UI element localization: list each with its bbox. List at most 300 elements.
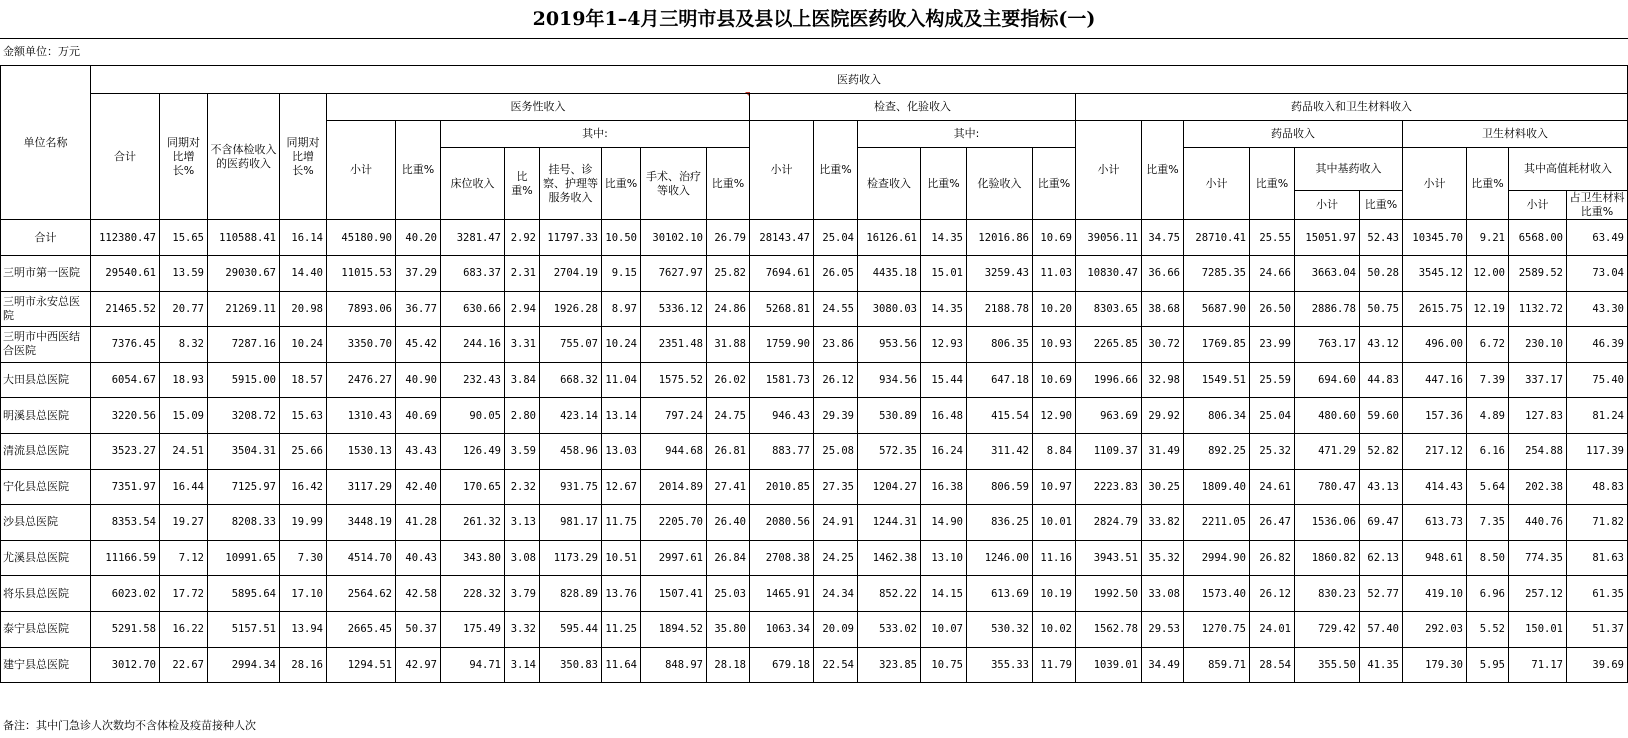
table-cell[interactable]: 2351.48 [641,327,707,363]
table-cell[interactable]: 2994.90 [1184,540,1250,576]
table-cell[interactable]: 157.36 [1403,398,1467,434]
table-cell[interactable]: 8.32 [160,327,208,363]
table-cell[interactable]: 33.82 [1142,505,1184,541]
table-cell[interactable]: 2615.75 [1403,291,1467,327]
table-cell[interactable]: 24.91 [814,505,858,541]
table-cell[interactable]: 13.94 [280,611,327,647]
table-cell[interactable]: 3.79 [505,576,540,612]
table-cell[interactable]: 41.35 [1360,647,1403,683]
table-cell[interactable]: 3504.31 [208,433,280,469]
table-cell[interactable]: 5895.64 [208,576,280,612]
table-cell[interactable]: 16126.61 [858,220,921,256]
table-cell[interactable]: 5687.90 [1184,291,1250,327]
table-cell[interactable]: 3.08 [505,540,540,576]
table-cell[interactable]: 10.50 [602,220,641,256]
table-cell[interactable]: 15.01 [921,256,967,292]
table-cell[interactable]: 126.49 [441,433,505,469]
table-cell[interactable]: 17.10 [280,576,327,612]
table-cell[interactable]: 10.97 [1033,469,1076,505]
table-cell[interactable]: 30.25 [1142,469,1184,505]
table-cell[interactable]: 12.67 [602,469,641,505]
table-cell[interactable]: 3117.29 [327,469,396,505]
table-cell[interactable]: 14.35 [921,220,967,256]
table-cell[interactable]: 30.72 [1142,327,1184,363]
table-cell[interactable]: 24.01 [1250,611,1295,647]
table-cell[interactable]: 9.21 [1467,220,1509,256]
table-cell[interactable]: 423.14 [540,398,602,434]
table-cell[interactable]: 50.28 [1360,256,1403,292]
table-cell[interactable]: 2.32 [505,469,540,505]
table-cell[interactable]: 26.84 [707,540,750,576]
table-cell[interactable]: 806.59 [967,469,1033,505]
table-cell[interactable]: 10991.65 [208,540,280,576]
table-cell[interactable]: 2.31 [505,256,540,292]
table-cell[interactable]: 2223.83 [1076,469,1142,505]
table-cell[interactable]: 419.10 [1403,576,1467,612]
table-cell[interactable]: 7.35 [1467,505,1509,541]
table-cell[interactable]: 29.92 [1142,398,1184,434]
table-cell[interactable]: 26.40 [707,505,750,541]
table-cell[interactable]: 81.24 [1567,398,1628,434]
table-cell[interactable]: 24.55 [814,291,858,327]
table-cell[interactable]: 3.59 [505,433,540,469]
table-cell[interactable]: 1575.52 [641,362,707,398]
table-cell[interactable]: 1294.51 [327,647,396,683]
table-cell[interactable]: 2824.79 [1076,505,1142,541]
table-cell[interactable]: 1894.52 [641,611,707,647]
table-cell[interactable]: 806.34 [1184,398,1250,434]
table-cell[interactable]: 26.02 [707,362,750,398]
table-cell[interactable]: 852.22 [858,576,921,612]
table-cell[interactable]: 2886.78 [1295,291,1360,327]
table-cell[interactable]: 26.50 [1250,291,1295,327]
table-cell[interactable]: 981.17 [540,505,602,541]
table-cell[interactable]: 10.19 [1033,576,1076,612]
table-cell[interactable]: 10.69 [1033,220,1076,256]
table-cell[interactable]: 343.80 [441,540,505,576]
table-cell[interactable]: 2704.19 [540,256,602,292]
table-cell[interactable]: 31.88 [707,327,750,363]
table-cell[interactable]: 1246.00 [967,540,1033,576]
table-cell[interactable]: 23.86 [814,327,858,363]
table-cell[interactable]: 8.84 [1033,433,1076,469]
table-cell[interactable]: 2564.62 [327,576,396,612]
table-cell[interactable]: 755.07 [540,327,602,363]
table-cell[interactable]: 24.25 [814,540,858,576]
row-unit-name[interactable]: 宁化县总医院 [1,469,91,505]
table-cell[interactable]: 30102.10 [641,220,707,256]
table-cell[interactable]: 61.35 [1567,576,1628,612]
table-cell[interactable]: 25.04 [814,220,858,256]
table-cell[interactable]: 311.42 [967,433,1033,469]
table-cell[interactable]: 1270.75 [1184,611,1250,647]
table-cell[interactable]: 12.19 [1467,291,1509,327]
table-cell[interactable]: 4.89 [1467,398,1509,434]
table-cell[interactable]: 8.97 [602,291,641,327]
table-cell[interactable]: 647.18 [967,362,1033,398]
table-cell[interactable]: 1039.01 [1076,647,1142,683]
table-cell[interactable]: 7285.35 [1184,256,1250,292]
table-cell[interactable]: 63.49 [1567,220,1628,256]
table-cell[interactable]: 43.43 [396,433,441,469]
table-cell[interactable]: 32.98 [1142,362,1184,398]
table-cell[interactable]: 8353.54 [91,505,160,541]
row-unit-name[interactable]: 合计 [1,220,91,256]
table-cell[interactable]: 8208.33 [208,505,280,541]
table-cell[interactable]: 73.04 [1567,256,1628,292]
table-cell[interactable]: 3208.72 [208,398,280,434]
table-cell[interactable]: 69.47 [1360,505,1403,541]
table-cell[interactable]: 8.50 [1467,540,1509,576]
table-cell[interactable]: 35.80 [707,611,750,647]
table-cell[interactable]: 39.69 [1567,647,1628,683]
table-cell[interactable]: 595.44 [540,611,602,647]
table-cell[interactable]: 10830.47 [1076,256,1142,292]
table-cell[interactable]: 112380.47 [91,220,160,256]
table-cell[interactable]: 24.34 [814,576,858,612]
table-cell[interactable]: 7.30 [280,540,327,576]
table-cell[interactable]: 16.42 [280,469,327,505]
table-cell[interactable]: 892.25 [1184,433,1250,469]
table-cell[interactable]: 11.79 [1033,647,1076,683]
table-cell[interactable]: 2476.27 [327,362,396,398]
table-cell[interactable]: 110588.41 [208,220,280,256]
table-cell[interactable]: 20.09 [814,611,858,647]
table-cell[interactable]: 613.73 [1403,505,1467,541]
table-cell[interactable]: 26.12 [1250,576,1295,612]
table-cell[interactable]: 11.64 [602,647,641,683]
table-cell[interactable]: 1809.40 [1184,469,1250,505]
table-cell[interactable]: 1759.90 [750,327,814,363]
table-cell[interactable]: 62.13 [1360,540,1403,576]
table-cell[interactable]: 13.59 [160,256,208,292]
table-cell[interactable]: 44.83 [1360,362,1403,398]
table-cell[interactable]: 46.39 [1567,327,1628,363]
table-cell[interactable]: 12.93 [921,327,967,363]
table-cell[interactable]: 2665.45 [327,611,396,647]
table-cell[interactable]: 10.75 [921,647,967,683]
table-cell[interactable]: 355.50 [1295,647,1360,683]
table-cell[interactable]: 16.44 [160,469,208,505]
table-cell[interactable]: 1992.50 [1076,576,1142,612]
table-cell[interactable]: 2014.89 [641,469,707,505]
table-cell[interactable]: 530.89 [858,398,921,434]
table-cell[interactable]: 52.77 [1360,576,1403,612]
table-cell[interactable]: 1465.91 [750,576,814,612]
table-cell[interactable]: 35.32 [1142,540,1184,576]
row-unit-name[interactable]: 清流县总医院 [1,433,91,469]
table-cell[interactable]: 1562.78 [1076,611,1142,647]
table-cell[interactable]: 26.47 [1250,505,1295,541]
table-cell[interactable]: 7376.45 [91,327,160,363]
table-cell[interactable]: 36.66 [1142,256,1184,292]
table-cell[interactable]: 11.03 [1033,256,1076,292]
table-cell[interactable]: 19.27 [160,505,208,541]
table-cell[interactable]: 217.12 [1403,433,1467,469]
table-cell[interactable]: 3.32 [505,611,540,647]
table-cell[interactable]: 934.56 [858,362,921,398]
table-cell[interactable]: 729.42 [1295,611,1360,647]
table-cell[interactable]: 1109.37 [1076,433,1142,469]
table-cell[interactable]: 1132.72 [1509,291,1567,327]
table-cell[interactable]: 22.67 [160,647,208,683]
table-cell[interactable]: 5915.00 [208,362,280,398]
table-cell[interactable]: 28710.41 [1184,220,1250,256]
table-cell[interactable]: 254.88 [1509,433,1567,469]
table-cell[interactable]: 12.00 [1467,256,1509,292]
table-cell[interactable]: 57.40 [1360,611,1403,647]
table-cell[interactable]: 480.60 [1295,398,1360,434]
table-cell[interactable]: 5336.12 [641,291,707,327]
table-cell[interactable]: 27.41 [707,469,750,505]
row-unit-name[interactable]: 将乐县总医院 [1,576,91,612]
table-cell[interactable]: 7694.61 [750,256,814,292]
table-cell[interactable]: 10.69 [1033,362,1076,398]
table-cell[interactable]: 52.82 [1360,433,1403,469]
table-cell[interactable]: 883.77 [750,433,814,469]
table-cell[interactable]: 31.49 [1142,433,1184,469]
table-cell[interactable]: 28.16 [280,647,327,683]
table-cell[interactable]: 257.12 [1509,576,1567,612]
table-cell[interactable]: 3545.12 [1403,256,1467,292]
table-cell[interactable]: 25.82 [707,256,750,292]
table-cell[interactable]: 2997.61 [641,540,707,576]
table-cell[interactable]: 40.20 [396,220,441,256]
table-cell[interactable]: 11.75 [602,505,641,541]
table-cell[interactable]: 71.17 [1509,647,1567,683]
table-cell[interactable]: 11797.33 [540,220,602,256]
table-cell[interactable]: 830.23 [1295,576,1360,612]
table-cell[interactable]: 471.29 [1295,433,1360,469]
table-cell[interactable]: 530.32 [967,611,1033,647]
row-unit-name[interactable]: 尤溪县总医院 [1,540,91,576]
table-cell[interactable]: 7.12 [160,540,208,576]
table-cell[interactable]: 11015.53 [327,256,396,292]
table-cell[interactable]: 828.89 [540,576,602,612]
table-cell[interactable]: 36.77 [396,291,441,327]
table-cell[interactable]: 202.38 [1509,469,1567,505]
table-cell[interactable]: 440.76 [1509,505,1567,541]
table-cell[interactable]: 3259.43 [967,256,1033,292]
table-cell[interactable]: 1926.28 [540,291,602,327]
table-cell[interactable]: 16.48 [921,398,967,434]
table-cell[interactable]: 117.39 [1567,433,1628,469]
table-cell[interactable]: 1507.41 [641,576,707,612]
table-cell[interactable]: 11.16 [1033,540,1076,576]
table-cell[interactable]: 3523.27 [91,433,160,469]
table-cell[interactable]: 24.61 [1250,469,1295,505]
table-cell[interactable]: 20.77 [160,291,208,327]
table-cell[interactable]: 10.24 [280,327,327,363]
table-cell[interactable]: 48.83 [1567,469,1628,505]
table-cell[interactable]: 13.03 [602,433,641,469]
table-cell[interactable]: 16.24 [921,433,967,469]
table-cell[interactable]: 29.53 [1142,611,1184,647]
table-cell[interactable]: 613.69 [967,576,1033,612]
table-cell[interactable]: 25.32 [1250,433,1295,469]
table-cell[interactable]: 3663.04 [1295,256,1360,292]
table-cell[interactable]: 45.42 [396,327,441,363]
table-cell[interactable]: 42.58 [396,576,441,612]
table-cell[interactable]: 75.40 [1567,362,1628,398]
table-cell[interactable]: 13.10 [921,540,967,576]
table-cell[interactable]: 1536.06 [1295,505,1360,541]
table-cell[interactable]: 4514.70 [327,540,396,576]
table-cell[interactable]: 7351.97 [91,469,160,505]
table-cell[interactable]: 15.65 [160,220,208,256]
table-cell[interactable]: 679.18 [750,647,814,683]
table-cell[interactable]: 2265.85 [1076,327,1142,363]
table-cell[interactable]: 3.31 [505,327,540,363]
table-cell[interactable]: 1530.13 [327,433,396,469]
table-cell[interactable]: 8303.65 [1076,291,1142,327]
table-cell[interactable]: 683.37 [441,256,505,292]
table-cell[interactable]: 17.72 [160,576,208,612]
table-cell[interactable]: 15.09 [160,398,208,434]
table-cell[interactable]: 261.32 [441,505,505,541]
table-cell[interactable]: 1310.43 [327,398,396,434]
table-cell[interactable]: 42.97 [396,647,441,683]
table-cell[interactable]: 15.44 [921,362,967,398]
table-cell[interactable]: 90.05 [441,398,505,434]
table-cell[interactable]: 24.75 [707,398,750,434]
table-cell[interactable]: 244.16 [441,327,505,363]
table-cell[interactable]: 3350.70 [327,327,396,363]
table-cell[interactable]: 24.51 [160,433,208,469]
table-cell[interactable]: 496.00 [1403,327,1467,363]
table-cell[interactable]: 14.35 [921,291,967,327]
table-cell[interactable]: 3220.56 [91,398,160,434]
table-cell[interactable]: 18.57 [280,362,327,398]
table-cell[interactable]: 11.25 [602,611,641,647]
table-cell[interactable]: 232.43 [441,362,505,398]
table-cell[interactable]: 946.43 [750,398,814,434]
table-cell[interactable]: 859.71 [1184,647,1250,683]
table-cell[interactable]: 944.68 [641,433,707,469]
table-cell[interactable]: 38.68 [1142,291,1184,327]
table-cell[interactable]: 228.32 [441,576,505,612]
table-cell[interactable]: 3943.51 [1076,540,1142,576]
table-cell[interactable]: 51.37 [1567,611,1628,647]
table-cell[interactable]: 6568.00 [1509,220,1567,256]
row-unit-name[interactable]: 泰宁县总医院 [1,611,91,647]
table-cell[interactable]: 1462.38 [858,540,921,576]
table-cell[interactable]: 350.83 [540,647,602,683]
table-cell[interactable]: 40.69 [396,398,441,434]
table-cell[interactable]: 3012.70 [91,647,160,683]
table-cell[interactable]: 15.63 [280,398,327,434]
table-cell[interactable]: 26.12 [814,362,858,398]
table-cell[interactable]: 28.18 [707,647,750,683]
table-cell[interactable]: 28.54 [1250,647,1295,683]
table-cell[interactable]: 806.35 [967,327,1033,363]
table-cell[interactable]: 5268.81 [750,291,814,327]
table-cell[interactable]: 11.04 [602,362,641,398]
table-cell[interactable]: 458.96 [540,433,602,469]
table-cell[interactable]: 10.24 [602,327,641,363]
table-cell[interactable]: 40.43 [396,540,441,576]
table-cell[interactable]: 323.85 [858,647,921,683]
table-cell[interactable]: 948.61 [1403,540,1467,576]
table-cell[interactable]: 10.02 [1033,611,1076,647]
table-cell[interactable]: 1173.29 [540,540,602,576]
table-cell[interactable]: 10345.70 [1403,220,1467,256]
row-unit-name[interactable]: 大田县总医院 [1,362,91,398]
table-cell[interactable]: 2.92 [505,220,540,256]
table-cell[interactable]: 175.49 [441,611,505,647]
table-cell[interactable]: 2205.70 [641,505,707,541]
table-cell[interactable]: 630.66 [441,291,505,327]
table-cell[interactable]: 7.39 [1467,362,1509,398]
table-cell[interactable]: 13.14 [602,398,641,434]
table-cell[interactable]: 34.49 [1142,647,1184,683]
row-unit-name[interactable]: 三明市永安总医院 [1,291,91,327]
table-cell[interactable]: 3448.19 [327,505,396,541]
table-cell[interactable]: 25.59 [1250,362,1295,398]
table-cell[interactable]: 5157.51 [208,611,280,647]
row-unit-name[interactable]: 三明市第一医院 [1,256,91,292]
table-cell[interactable]: 59.60 [1360,398,1403,434]
table-cell[interactable]: 26.81 [707,433,750,469]
table-cell[interactable]: 16.38 [921,469,967,505]
table-cell[interactable]: 2708.38 [750,540,814,576]
table-cell[interactable]: 34.75 [1142,220,1184,256]
table-cell[interactable]: 25.55 [1250,220,1295,256]
table-cell[interactable]: 52.43 [1360,220,1403,256]
table-cell[interactable]: 2589.52 [1509,256,1567,292]
table-cell[interactable]: 25.08 [814,433,858,469]
table-cell[interactable]: 447.16 [1403,362,1467,398]
table-cell[interactable]: 6.16 [1467,433,1509,469]
table-cell[interactable]: 10.51 [602,540,641,576]
table-cell[interactable]: 45180.90 [327,220,396,256]
table-cell[interactable]: 1063.34 [750,611,814,647]
table-cell[interactable]: 43.12 [1360,327,1403,363]
table-cell[interactable]: 963.69 [1076,398,1142,434]
table-cell[interactable]: 931.75 [540,469,602,505]
table-cell[interactable]: 6.72 [1467,327,1509,363]
table-cell[interactable]: 179.30 [1403,647,1467,683]
table-cell[interactable]: 1996.66 [1076,362,1142,398]
table-cell[interactable]: 29.39 [814,398,858,434]
table-cell[interactable]: 25.03 [707,576,750,612]
table-cell[interactable]: 3.14 [505,647,540,683]
table-cell[interactable]: 6.96 [1467,576,1509,612]
table-cell[interactable]: 16.22 [160,611,208,647]
table-cell[interactable]: 2994.34 [208,647,280,683]
table-cell[interactable]: 5.52 [1467,611,1509,647]
row-unit-name[interactable]: 沙县总医院 [1,505,91,541]
table-cell[interactable]: 2010.85 [750,469,814,505]
table-cell[interactable]: 50.37 [396,611,441,647]
table-cell[interactable]: 40.90 [396,362,441,398]
table-cell[interactable]: 694.60 [1295,362,1360,398]
table-cell[interactable]: 1769.85 [1184,327,1250,363]
table-cell[interactable]: 415.54 [967,398,1033,434]
table-cell[interactable]: 337.17 [1509,362,1567,398]
table-cell[interactable]: 10.01 [1033,505,1076,541]
table-cell[interactable]: 43.30 [1567,291,1628,327]
table-cell[interactable]: 1549.51 [1184,362,1250,398]
table-cell[interactable]: 13.76 [602,576,641,612]
table-cell[interactable]: 24.66 [1250,256,1295,292]
table-cell[interactable]: 20.98 [280,291,327,327]
table-cell[interactable]: 22.54 [814,647,858,683]
table-cell[interactable]: 12.90 [1033,398,1076,434]
table-cell[interactable]: 29030.67 [208,256,280,292]
table-cell[interactable]: 50.75 [1360,291,1403,327]
table-cell[interactable]: 21269.11 [208,291,280,327]
